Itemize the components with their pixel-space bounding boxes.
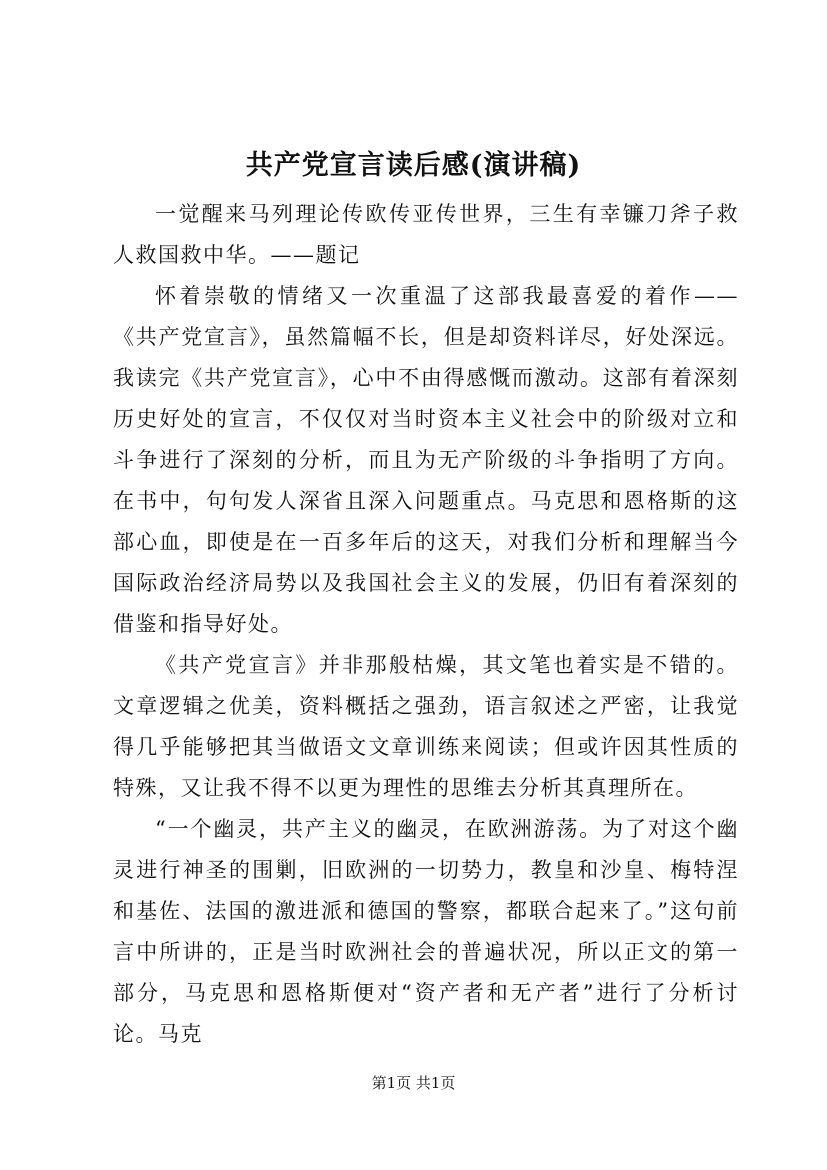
page-number-footer: 第1页 共1页 xyxy=(371,1074,456,1092)
paragraph-epigraph: 一觉醒来马列理论传欧传亚传世界，三生有幸镰刀斧子救人救国救中华。——题记 xyxy=(113,202,739,267)
paragraph-1: 怀着崇敬的情绪又一次重温了这部我最喜爱的着作——《共产党宣言》，虽然篇幅不长，但是却资料详尽，好处深远。我读完《共产党宣言》，心中不由得感慨而激动。这部有着深刻历史好处的宣言，不仅仅对当时资本主义社会中的阶级对立和斗争进行了深刻的分析，而且为无产阶级的斗争指明了方向。在书中，句句发人深省且深入问题重点。马克思和恩格斯的这部心血，即使是在一百多年后的这天，对我们分析和理解当今国际政治经济局势以及我国社会主义的发展，仍旧有着深刻的借鉴和指导好处。 xyxy=(113,284,739,636)
paragraph-2: 《共产党宣言》并非那般枯燥，其文笔也着实是不错的。文章逻辑之优美，资料概括之强劲，语言叙述之严密，让我觉得几乎能够把其当做语文文章训练来阅读；但或许因其性质的特殊，又让我不得不以更为理性的思维去分析其真理所在。 xyxy=(113,653,739,800)
document-title: 共产党宣言读后感(演讲稿) xyxy=(245,150,582,181)
document-body xyxy=(113,194,739,1055)
paragraph-3: “一个幽灵，共产主义的幽灵，在欧洲游荡。为了对这个幽灵进行神圣的围剿，旧欧洲的一切势力，教皇和沙皇、梅特涅和基佐、法国的激进派和德国的警察，都联合起来了。”这句前言中所讲的，正是当时欧洲社会的普遍状况，所以正文的第一部分，马克思和恩格斯便对“资产者和无产者”进行了分析讨论。马克 xyxy=(113,817,739,1046)
